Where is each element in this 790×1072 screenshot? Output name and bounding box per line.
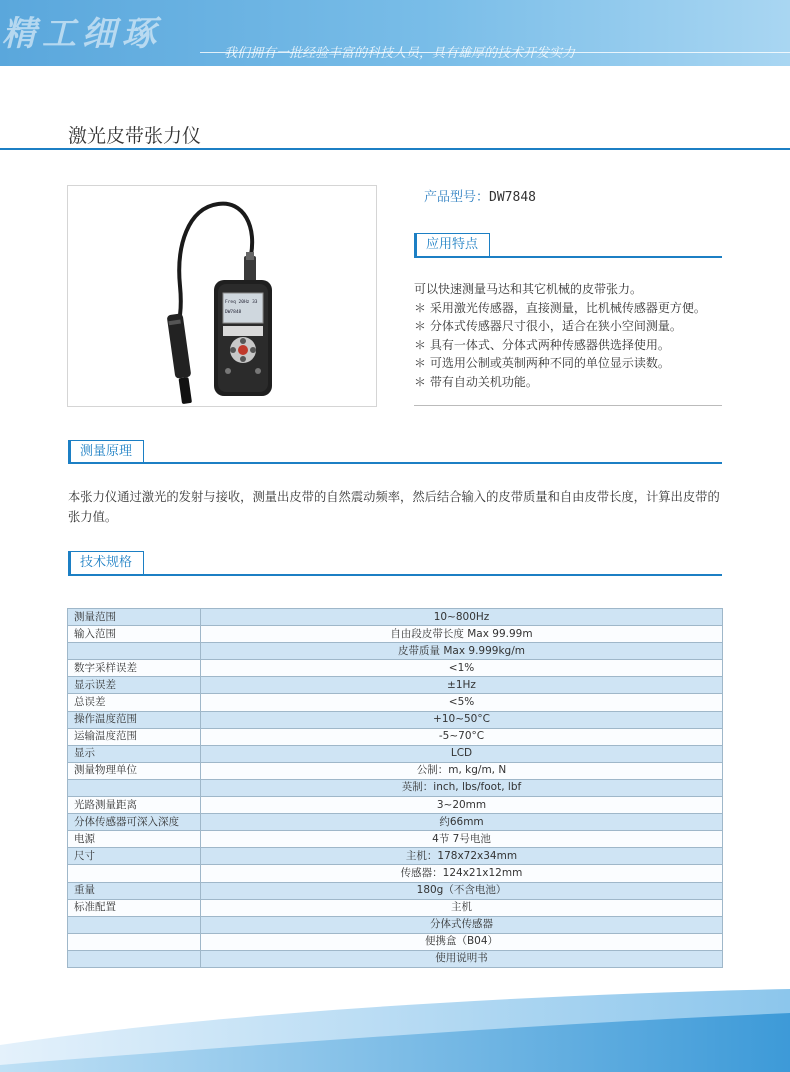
spec-value: 约66mm [201,814,723,831]
spec-row [68,762,723,779]
spec-param [68,950,201,967]
spec-value: 3~20mm [201,797,723,814]
spec-param: 测量物理单位 [68,762,201,779]
spec-param: 运输温度范围 [68,728,201,745]
product-photo [68,186,378,408]
spec-row [68,660,723,677]
spec-value: 主机 [201,899,723,916]
spec-row [68,626,723,643]
spec-row [68,609,723,626]
spec-value: <1% [201,660,723,677]
spec-row [68,831,723,848]
spec-param: 电源 [68,831,201,848]
spec-param: 显示误差 [68,677,201,694]
spec-value: 公制：m, kg/m, N [201,762,723,779]
spec-value: LCD [201,745,723,762]
spec-value: -5~70°C [201,728,723,745]
spec-row [68,814,723,831]
features-list [414,280,734,392]
spec-param: 显示 [68,745,201,762]
spec-value: 便携盒（B04） [201,933,723,950]
feature-item: ＊ 采用激光传感器，直接测量，比机械传感器更方便。 [414,300,706,315]
spec-row [68,865,723,882]
spec-value: 使用说明书 [201,950,723,967]
spec-row [68,933,723,950]
spec-param [68,865,201,882]
spec-value: 10~800Hz [201,609,723,626]
spec-param: 光路测量距离 [68,797,201,814]
spec-value: 自由段皮带长度 Max 99.99m [201,626,723,643]
spec-row [68,711,723,728]
spec-param: 标准配置 [68,899,201,916]
features-section-tab: 应用特点 [414,233,490,257]
page-title: 激光皮带张力仪 [68,125,202,147]
footer-wave [0,985,790,1072]
spec-param: 尺寸 [68,848,201,865]
spec-value: 主机：178x72x34mm [201,848,723,865]
spec-value: 英制：inch, lbs/foot, lbf [201,779,723,796]
spec-row [68,694,723,711]
specs-section-rule [68,574,722,576]
device-screen-line2: DW7848 [225,310,242,315]
header-banner [0,0,790,66]
spec-value: 皮带质量 Max 9.999kg/m [201,643,723,660]
product-photo-box [67,185,377,407]
spec-param [68,643,201,660]
spec-param: 输入范围 [68,626,201,643]
spec-row [68,643,723,660]
title-divider [0,148,790,150]
spec-row [68,728,723,745]
spec-row [68,779,723,796]
spec-row [68,916,723,933]
principle-section-rule [68,462,722,464]
spec-param [68,779,201,796]
spec-param [68,933,201,950]
banner-slogan: 我们拥有一批经验丰富的科技人员，具有雄厚的技术开发实力 [224,46,576,61]
banner-big-text: 精工细琢 [2,14,162,54]
principle-text: 本张力仪通过激光的发射与接收，测量出皮带的自然震动频率，然后结合输入的皮带质量和自由皮带长度，计算出皮带的张力值。 [68,490,720,524]
spec-row [68,677,723,694]
spec-row [68,797,723,814]
spec-table [67,608,723,968]
spec-param: 数字采样误差 [68,660,201,677]
spec-param: 总误差 [68,694,201,711]
device-screen-line1: Freq 20Hz 33 [225,300,258,305]
spec-value: <5% [201,694,723,711]
spec-param: 分体传感器可深入深度 [68,814,201,831]
spec-row [68,882,723,899]
feature-item: ＊ 可选用公制或英制两种不同的单位显示读数。 [414,356,670,371]
feature-item: 可以快速测量马达和其它机械的皮带张力。 [414,282,643,296]
feature-item: ＊ 分体式传感器尺寸很小，适合在狭小空间测量。 [414,319,682,334]
spec-param: 重量 [68,882,201,899]
product-model [424,186,536,205]
spec-row [68,848,723,865]
spec-value: ±1Hz [201,677,723,694]
spec-row [68,950,723,967]
features-bottom-rule [414,405,722,406]
specs-section-tab: 技术规格 [68,551,144,575]
spec-row [68,899,723,916]
feature-item: ＊ 具有一体式、分体式两种传感器供选择使用。 [414,337,670,352]
spec-value: 传感器：124x21x12mm [201,865,723,882]
spec-value: 4节 7号电池 [201,831,723,848]
spec-value: 180g（不含电池） [201,882,723,899]
model-value: DW7848 [489,190,536,205]
features-section-rule [414,256,722,258]
model-label: 产品型号： [424,190,490,205]
spec-row [68,745,723,762]
feature-item: ＊ 带有自动关机功能。 [414,374,538,389]
spec-value: 分体式传感器 [201,916,723,933]
spec-param: 操作温度范围 [68,711,201,728]
principle-section-tab: 测量原理 [68,440,144,464]
spec-value: +10~50°C [201,711,723,728]
spec-param: 测量范围 [68,609,201,626]
spec-param [68,916,201,933]
